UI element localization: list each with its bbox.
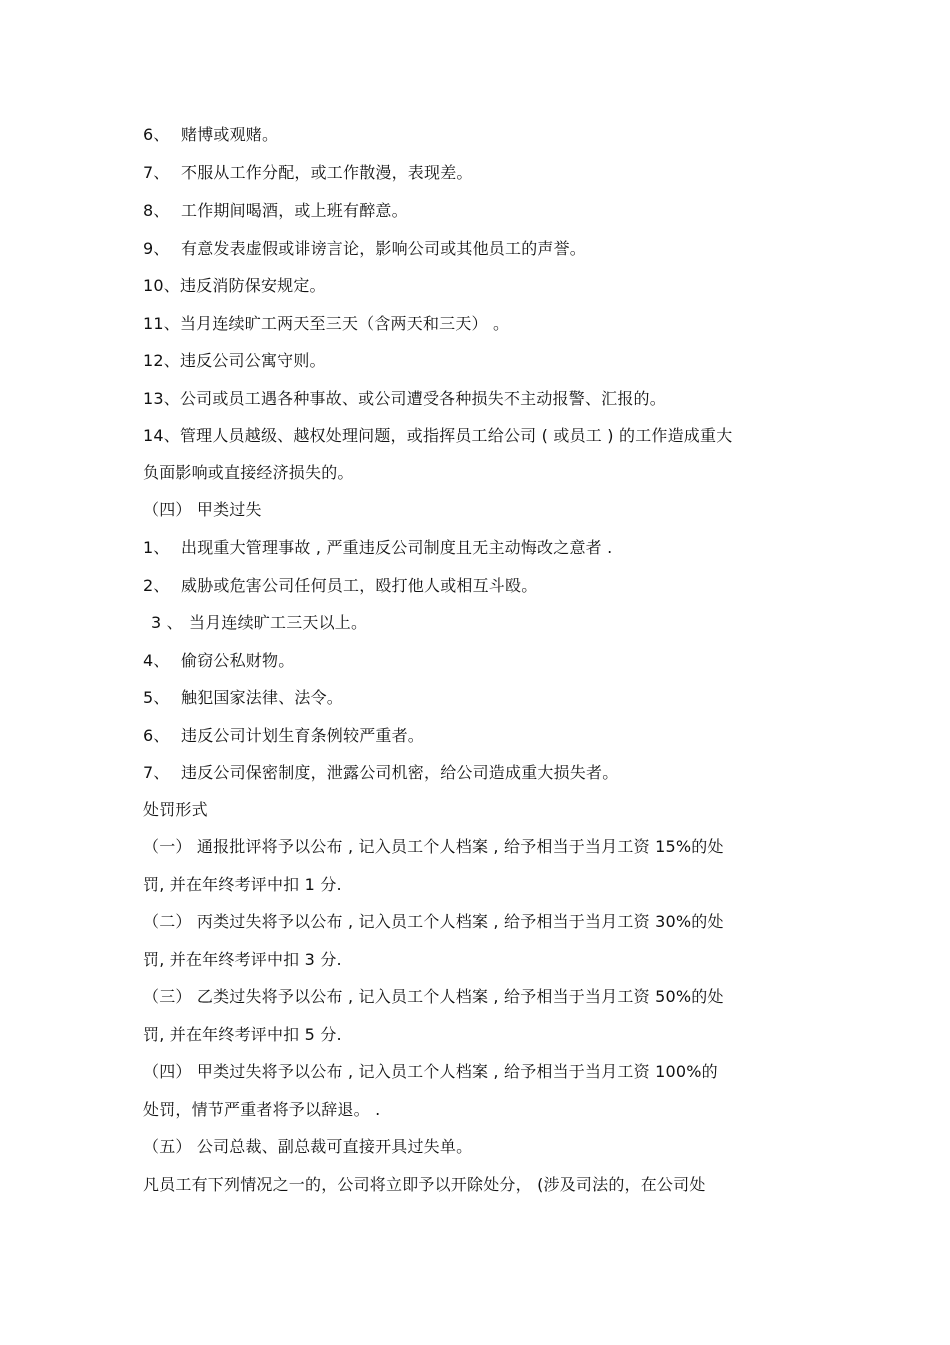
list-item: 13、公司或员工遇各种事故、或公司遭受各种损失不主动报警、汇报的。 xyxy=(143,389,666,408)
paragraph-line: 罚, 并在年终考评中扣 5 分. xyxy=(143,1025,342,1044)
paragraph-line: （一） 通报批评将予以公布 , 记入员工个人档案 , 给予相当于当月工资 15%的处 xyxy=(143,837,724,856)
list-item: 3 、 当月连续旷工三天以上。 xyxy=(151,613,368,632)
paragraph-line: 罚, 并在年终考评中扣 1 分. xyxy=(143,875,342,894)
list-item: 7、 违反公司保密制度，泄露公司机密，给公司造成重大损失者。 xyxy=(143,763,619,782)
paragraph-line: 负面影响或直接经济损失的。 xyxy=(143,463,354,482)
list-item: 14、管理人员越级、越权处理问题，或指挥员工给公司 ( 或员工 ) 的工作造成重大 xyxy=(143,426,733,445)
section-heading: （四） 甲类过失 xyxy=(143,500,262,519)
list-item: 1、 出现重大管理事故 , 严重违反公司制度且无主动悔改之意者 . xyxy=(143,538,613,557)
paragraph-line: 凡员工有下列情况之一的，公司将立即予以开除处分， (涉及司法的，在公司处 xyxy=(143,1175,706,1194)
paragraph-line: 处罚，情节严重者将予以辞退。 . xyxy=(143,1100,381,1119)
list-item: 6、 违反公司计划生育条例较严重者。 xyxy=(143,726,425,745)
list-item: 6、 赌博或观赌。 xyxy=(143,125,279,144)
list-item: 8、 工作期间喝酒，或上班有醉意。 xyxy=(143,201,408,220)
list-item: 9、 有意发表虚假或诽谤言论，影响公司或其他员工的声誉。 xyxy=(143,239,587,258)
paragraph-line: （五） 公司总裁、副总裁可直接开具过失单。 xyxy=(143,1137,473,1156)
list-item: 11、当月连续旷工两天至三天（含两天和三天） 。 xyxy=(143,314,510,333)
paragraph-line: 罚, 并在年终考评中扣 3 分. xyxy=(143,950,342,969)
list-item: 5、 触犯国家法律、法令。 xyxy=(143,688,344,707)
section-heading: 处罚形式 xyxy=(143,800,208,819)
paragraph-line: （三） 乙类过失将予以公布 , 记入员工个人档案 , 给予相当于当月工资 50%的处 xyxy=(143,987,724,1006)
list-item: 4、 偷窃公私财物。 xyxy=(143,651,295,670)
list-item: 10、违反消防保安规定。 xyxy=(143,276,326,295)
paragraph-line: （二） 丙类过失将予以公布 , 记入员工个人档案 , 给予相当于当月工资 30%的处 xyxy=(143,912,724,931)
list-item: 2、 威胁或危害公司任何员工，殴打他人或相互斗殴。 xyxy=(143,576,538,595)
list-item: 12、违反公司公寓守则。 xyxy=(143,351,326,370)
paragraph-line: （四） 甲类过失将予以公布 , 记入员工个人档案 , 给予相当于当月工资 100%的 xyxy=(143,1062,718,1081)
list-item: 7、 不服从工作分配，或工作散漫，表现差。 xyxy=(143,163,473,182)
